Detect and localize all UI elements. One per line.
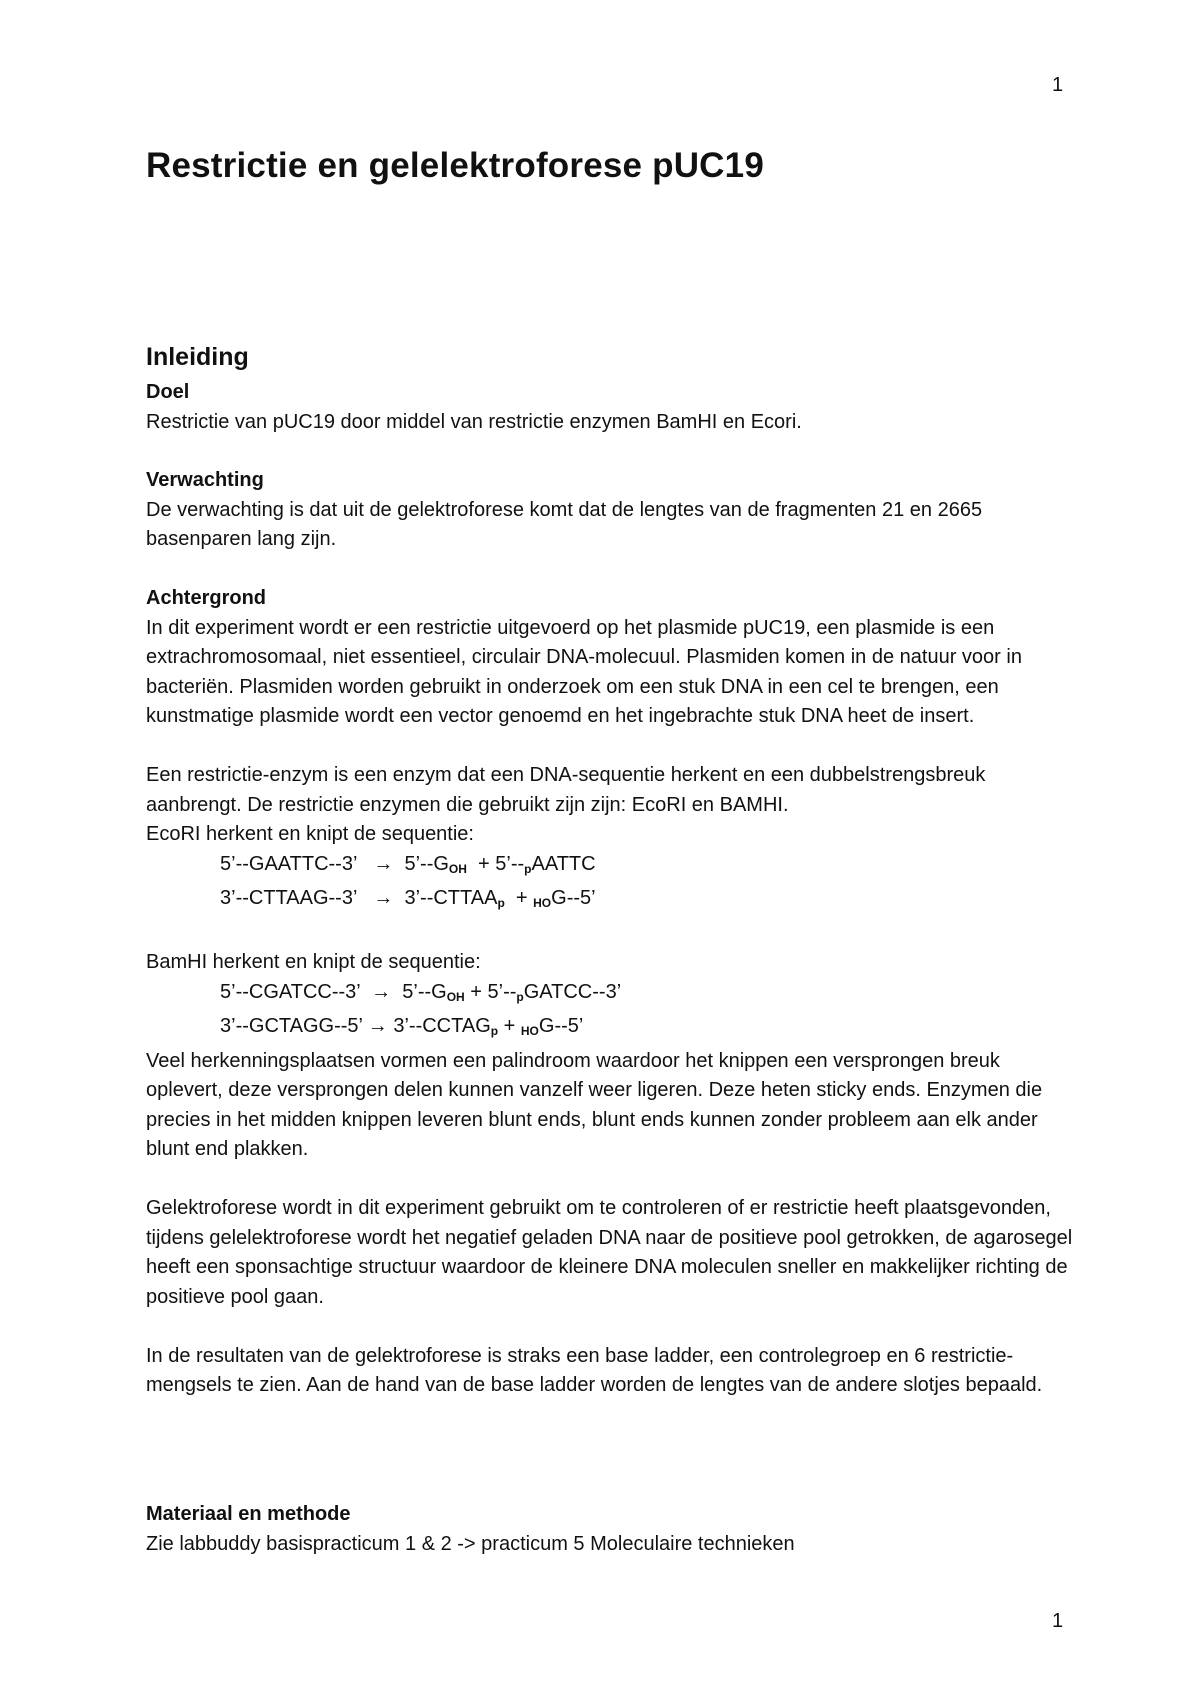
ecori-sequence-line-1: 5’--GAATTC--3’ → $5’--G_{OH}$ + 5’--pAATTC xyxy=(220,852,596,876)
page-number-bottom: 1 xyxy=(1052,1610,1064,1632)
page-number-top: 1 xyxy=(1052,74,1064,96)
section-heading-inleiding: Inleiding xyxy=(146,343,249,371)
bamhi-intro: BamHI herkent en knipt de sequentie: xyxy=(146,951,481,973)
achtergrond-heading: Achtergrond xyxy=(146,587,266,609)
ecori-intro: EcoRI herkent en knipt de sequentie: xyxy=(146,823,474,845)
achtergrond-paragraph-2: Een restrictie-enzym is een enzym dat een DNA-sequentie herkent en een dubbelstrengsbreuk aanbrengt. De restrictie enzymen die gebruikt zijn zijn: EcoRI en BAMHI. xyxy=(146,764,986,816)
achtergrond-paragraph-3: Veel herkenningsplaatsen vormen een palindroom waardoor het knippen een versprongen breuk oplevert, deze versprongen delen kunnen vanzelf weer ligeren. Deze heten sticky ends. Enzymen die precies in het midden knippen leveren blunt ends, blunt ends kunnen zonder probleem aan elk ander blunt end plakken. xyxy=(146,1049,1043,1160)
achtergrond-paragraph-4: Gelektroforese wordt in dit experiment gebruikt om te controleren of er restrictie heeft plaatsgevonden, tijdens gelelektroforese wordt het negatief geladen DNA naar de positieve pool getrokken, de agarosegel heeft een sponsachtige structuur waardoor de kleinere DNA moleculen sneller en makkelijker richting de positieve pool gaan. xyxy=(146,1197,1073,1308)
achtergrond-paragraph-5: In de resultaten van de gelektroforese is straks een base ladder, een controlegroep en 6 restrictie-mengsels te zien. Aan de hand van de base ladder worden de lengtes van de andere slotjes bepaald. xyxy=(146,1344,1043,1396)
verwachting-text: De verwachting is dat uit de gelektroforese komt dat de lengtes van de fragmenten 21 en 2665 basenparen lang zijn. xyxy=(146,498,983,550)
doel-heading: Doel xyxy=(146,381,190,403)
bamhi-sequence-line-2: 3’--GCTAGG--5’ → $3’--CCTAG_p + HOG--5$’ xyxy=(220,1015,584,1038)
achtergrond-paragraph-1: In dit experiment wordt er een restrictie uitgevoerd op het plasmide pUC19, een plasmide is een extrachromosomaal, niet essentieel, circulair DNA-molecuul. Plasmiden komen in de natuur voor in bacteriën. Plasmiden worden gebruikt in onderzoek om een stuk DNA in een cel te brengen, een kunstmatige plasmide wordt een vector genoemd en het ingebrachte stuk DNA heet de insert. xyxy=(146,616,1022,727)
doel-text: Restrictie van pUC19 door middel van restrictie enzymen BamHI en Ecori. xyxy=(146,410,802,433)
verwachting-heading: Verwachting xyxy=(146,469,264,491)
methode-heading: Materiaal en methode xyxy=(146,1503,351,1525)
doel-section xyxy=(146,378,1076,437)
page-title: Restrictie en gelelektroforese pUC19 xyxy=(146,146,764,185)
bamhi-sequence-line-1: 5’--CGATCC--3’ → $5’--G_{OH}$ + 5’--pGATCC--3’ xyxy=(220,980,622,1004)
ecori-sequence-line-2: 3’--CTTAAG--3’ → $3’--CTTAA_p + HOG--5$’ xyxy=(220,887,596,910)
verwachting-section xyxy=(146,466,1076,555)
methode-section xyxy=(146,1500,1076,1559)
achtergrond-section xyxy=(146,584,1076,1401)
methode-text: Zie labbuddy basispracticum 1 & 2 -> practicum 5 Moleculaire technieken xyxy=(146,1532,795,1555)
